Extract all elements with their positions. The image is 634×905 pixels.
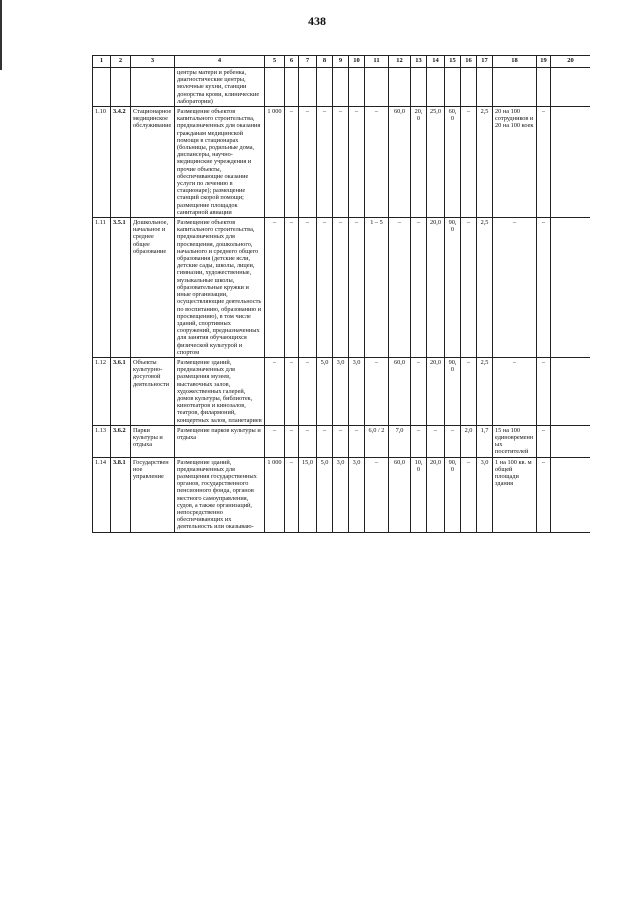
header-row	[93, 56, 591, 68]
value-cell: –	[317, 107, 333, 218]
value-cell: 2,5	[477, 218, 493, 358]
table-row	[93, 357, 591, 425]
value-cell: –	[365, 357, 389, 425]
value-cell: 5,0	[317, 357, 333, 425]
value-cell: –	[389, 218, 411, 358]
value-cell	[551, 425, 591, 457]
value-cell: –	[411, 218, 427, 358]
value-cell: 3,0	[349, 457, 365, 532]
value-cell: 10,0	[411, 457, 427, 532]
value-cell: –	[411, 357, 427, 425]
value-cell: –	[285, 425, 299, 457]
use-name-cell: Государственное управление	[131, 457, 175, 532]
value-cell: 20,0	[427, 357, 445, 425]
value-cell	[551, 218, 591, 358]
header-cell: 19	[537, 56, 551, 68]
header-cell: 17	[477, 56, 493, 68]
value-cell: 60,0	[445, 107, 461, 218]
code-cell: 3.8.1	[111, 457, 131, 532]
value-cell: –	[333, 425, 349, 457]
value-cell: –	[461, 357, 477, 425]
use-name-cell: Объекты культурно-досуговой деятельности	[131, 357, 175, 425]
table-row	[93, 107, 591, 218]
use-name-cell: Парки культуры и отдыха	[131, 425, 175, 457]
row-number: 1.11	[93, 218, 111, 358]
value-cell	[551, 457, 591, 532]
header-cell: 5	[265, 56, 285, 68]
code-cell: 3.6.2	[111, 425, 131, 457]
value-cell: 25,0	[427, 107, 445, 218]
value-cell: –	[537, 425, 551, 457]
use-name-cell: Дошкольное, начальное и среднее общее образование	[131, 218, 175, 358]
value-cell: –	[349, 107, 365, 218]
value-cell: –	[317, 425, 333, 457]
value-cell: –	[285, 457, 299, 532]
header-cell: 11	[365, 56, 389, 68]
value-cell: –	[537, 457, 551, 532]
value-cell: –	[411, 425, 427, 457]
value-cell: –	[537, 107, 551, 218]
value-cell: –	[299, 107, 317, 218]
header-cell: 20	[551, 56, 591, 68]
table-row	[93, 425, 591, 457]
row-number: 1.10	[93, 107, 111, 218]
value-cell: –	[317, 218, 333, 358]
header-cell: 6	[285, 56, 299, 68]
value-cell: 60,0	[389, 357, 411, 425]
value-cell	[551, 357, 591, 425]
value-cell: –	[333, 107, 349, 218]
parking-cell: 1 на 100 кв. м общей площади здания	[493, 457, 537, 532]
header-cell: 12	[389, 56, 411, 68]
header-cell: 14	[427, 56, 445, 68]
row-number: 1.13	[93, 425, 111, 457]
regulations-table-wrap	[92, 55, 590, 815]
value-cell: –	[427, 425, 445, 457]
value-cell: –	[285, 107, 299, 218]
value-cell: 20,0	[427, 457, 445, 532]
value-cell: 3,0	[349, 357, 365, 425]
value-cell: –	[461, 218, 477, 358]
value-cell: –	[285, 357, 299, 425]
parking-cell: 20 на 100 сотрудников и 20 на 100 коек	[493, 107, 537, 218]
value-cell: 1 – 5	[365, 218, 389, 358]
value-cell: –	[299, 357, 317, 425]
value-cell: –	[365, 457, 389, 532]
value-cell: 20,0	[427, 218, 445, 358]
value-cell: –	[445, 425, 461, 457]
value-cell: 2,5	[477, 107, 493, 218]
value-cell: 3,0	[477, 457, 493, 532]
value-cell	[551, 107, 591, 218]
table-row	[93, 457, 591, 532]
value-cell: –	[537, 357, 551, 425]
header-cell: 18	[493, 56, 537, 68]
description-cell: Размещение объектов капитального строительства, предназначенных для оказания гражданам медицинской помощи в стационарах (больницы, родильные дома, диспансеры, научно-медицинские учреждения и прочие объекты, обеспечивающие оказание услуги по лечению в стационаре); размещение станций скорой помощи; размещение площадок санитарной авиации	[175, 107, 265, 218]
header-cell: 16	[461, 56, 477, 68]
continuation-text: центры матери и ребенка, диагностические центры, молочные кухни, станции донорства крови, клинические лаборатории)	[175, 68, 265, 107]
value-cell: 1,7	[477, 425, 493, 457]
value-cell: –	[265, 218, 285, 358]
regulations-table	[92, 55, 590, 533]
parking-cell: 15 на 100 единовременных посетителей	[493, 425, 537, 457]
value-cell: 5,0	[317, 457, 333, 532]
description-cell: Размещение парков культуры и отдыха	[175, 425, 265, 457]
value-cell: –	[265, 357, 285, 425]
value-cell: 7,0	[389, 425, 411, 457]
header-cell: 7	[299, 56, 317, 68]
code-cell: 3.6.1	[111, 357, 131, 425]
value-cell: 1 000	[265, 457, 285, 532]
header-cell: 2	[111, 56, 131, 68]
description-cell: Размещение объектов капитального строительства, предназначенных для просвещения, дошкольного, начального и среднего общего образования (детские ясли, детские сады, школы, лицеи, гимназии, художественные, музыкальные школы, образовательные кружки и иные организации, осуществляющие деятельность по воспитанию, образованию и просвещению), в том числе зданий, спортивных сооружений, предназначенных для занятия обучающихся физической культурой и спортом	[175, 218, 265, 358]
value-cell: –	[265, 425, 285, 457]
header-cell: 10	[349, 56, 365, 68]
value-cell: –	[333, 218, 349, 358]
parking-cell: –	[493, 218, 537, 358]
value-cell: 90,0	[445, 457, 461, 532]
value-cell: 90,0	[445, 218, 461, 358]
row-number: 1.12	[93, 357, 111, 425]
value-cell: 1 000	[265, 107, 285, 218]
code-cell: 3.5.1	[111, 218, 131, 358]
value-cell: –	[349, 218, 365, 358]
header-cell: 4	[175, 56, 265, 68]
value-cell: –	[299, 425, 317, 457]
table-row	[93, 218, 591, 358]
value-cell: 60,0	[389, 457, 411, 532]
parking-cell: –	[493, 357, 537, 425]
value-cell: –	[285, 218, 299, 358]
continuation-row	[93, 68, 591, 107]
value-cell: 3,0	[333, 357, 349, 425]
value-cell: 20,0	[411, 107, 427, 218]
code-cell: 3.4.2	[111, 107, 131, 218]
value-cell: –	[365, 107, 389, 218]
header-cell: 3	[131, 56, 175, 68]
description-cell: Размещение зданий, предназначенных для размещения музеев, выставочных залов, художественных галерей, домов культуры, библиотек, кинотеатров и кинозалов, театров, филармоний, концертных залов, планетариев	[175, 357, 265, 425]
value-cell: –	[349, 425, 365, 457]
page-number: 438	[308, 14, 326, 28]
value-cell: –	[461, 457, 477, 532]
value-cell: –	[461, 107, 477, 218]
value-cell: 90,0	[445, 357, 461, 425]
header-cell: 1	[93, 56, 111, 68]
value-cell: –	[537, 218, 551, 358]
header-cell: 13	[411, 56, 427, 68]
margin-line	[0, 0, 2, 70]
value-cell: –	[299, 218, 317, 358]
value-cell: 60,0	[389, 107, 411, 218]
value-cell: 15,0	[299, 457, 317, 532]
use-name-cell: Стационарное медицинское обслуживание	[131, 107, 175, 218]
description-cell: Размещение зданий, предназначенных для размещения государственных органов, государственного пенсионного фонда, органов местного самоуправления, судов, а также организаций, непосредственно обеспечивающих их деятельность или оказываю-	[175, 457, 265, 532]
value-cell: 6,0 / 2	[365, 425, 389, 457]
row-number: 1.14	[93, 457, 111, 532]
value-cell: 2,5	[477, 357, 493, 425]
header-cell: 8	[317, 56, 333, 68]
value-cell: 3,0	[333, 457, 349, 532]
value-cell: 2,0	[461, 425, 477, 457]
header-cell: 15	[445, 56, 461, 68]
header-cell: 9	[333, 56, 349, 68]
